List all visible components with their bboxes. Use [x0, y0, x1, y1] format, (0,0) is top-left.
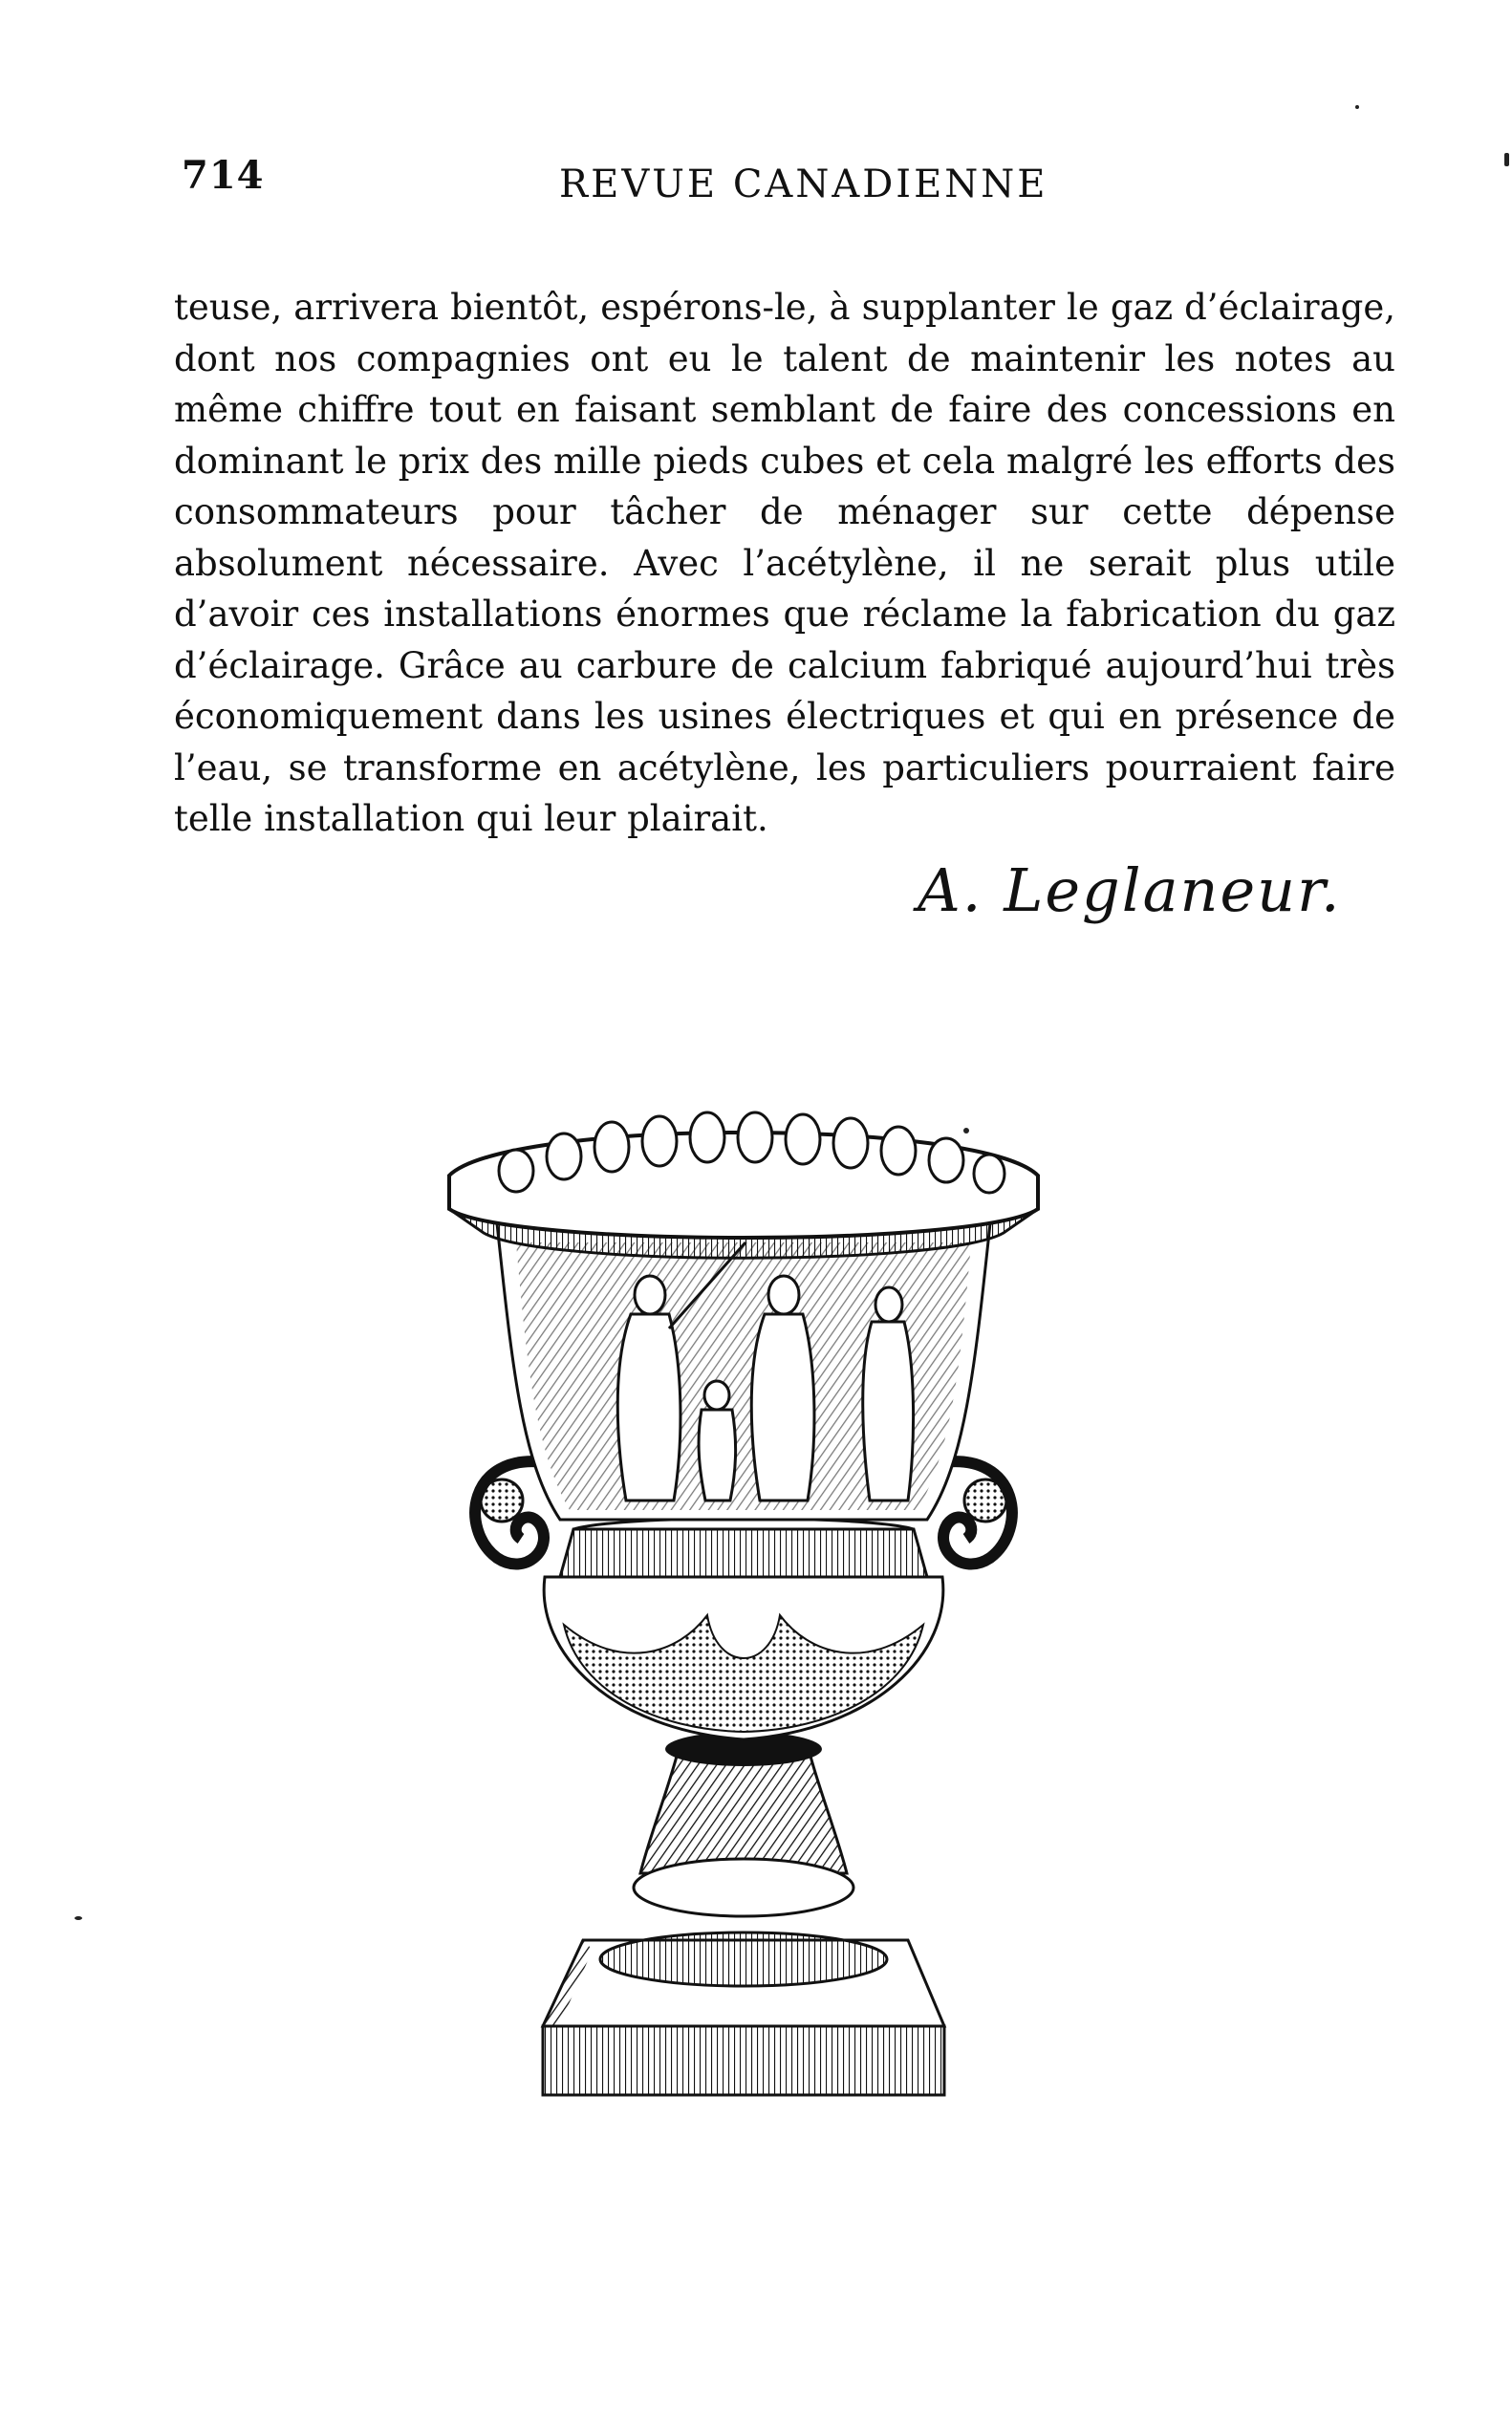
- page-number: 714: [182, 153, 265, 198]
- urn-illustration: [430, 1080, 1118, 2131]
- body-paragraph: teuse, arrivera bientôt, espérons-le, à supplanter le gaz d’éclairage, dont nos compagnies ont eu le talent de maintenir les notes au même chiffre tout en faisant semblant de faire des concessions en dominant le prix des mille pieds cubes et cela malgré les efforts des consommateurs pour tâcher de ménager sur cette dépense absolument nécessaire. Avec l’acétylène, il ne serait plus utile d’avoir ces installations énormes que réclame la fabrication du gaz d’éclairage. Grâce au carbure de calcium fabriqué aujourd’hui très économiquement dans les usines électriques et qui en présence de l’eau, se transforme en acétylène, les particuliers pourraient faire telle installation qui leur plairait.: [174, 287, 1395, 839]
- urn-icon: [430, 1080, 1118, 2131]
- running-title: REVUE CANADIENNE: [559, 162, 1048, 206]
- signature: A. Leglaneur.: [918, 855, 1342, 925]
